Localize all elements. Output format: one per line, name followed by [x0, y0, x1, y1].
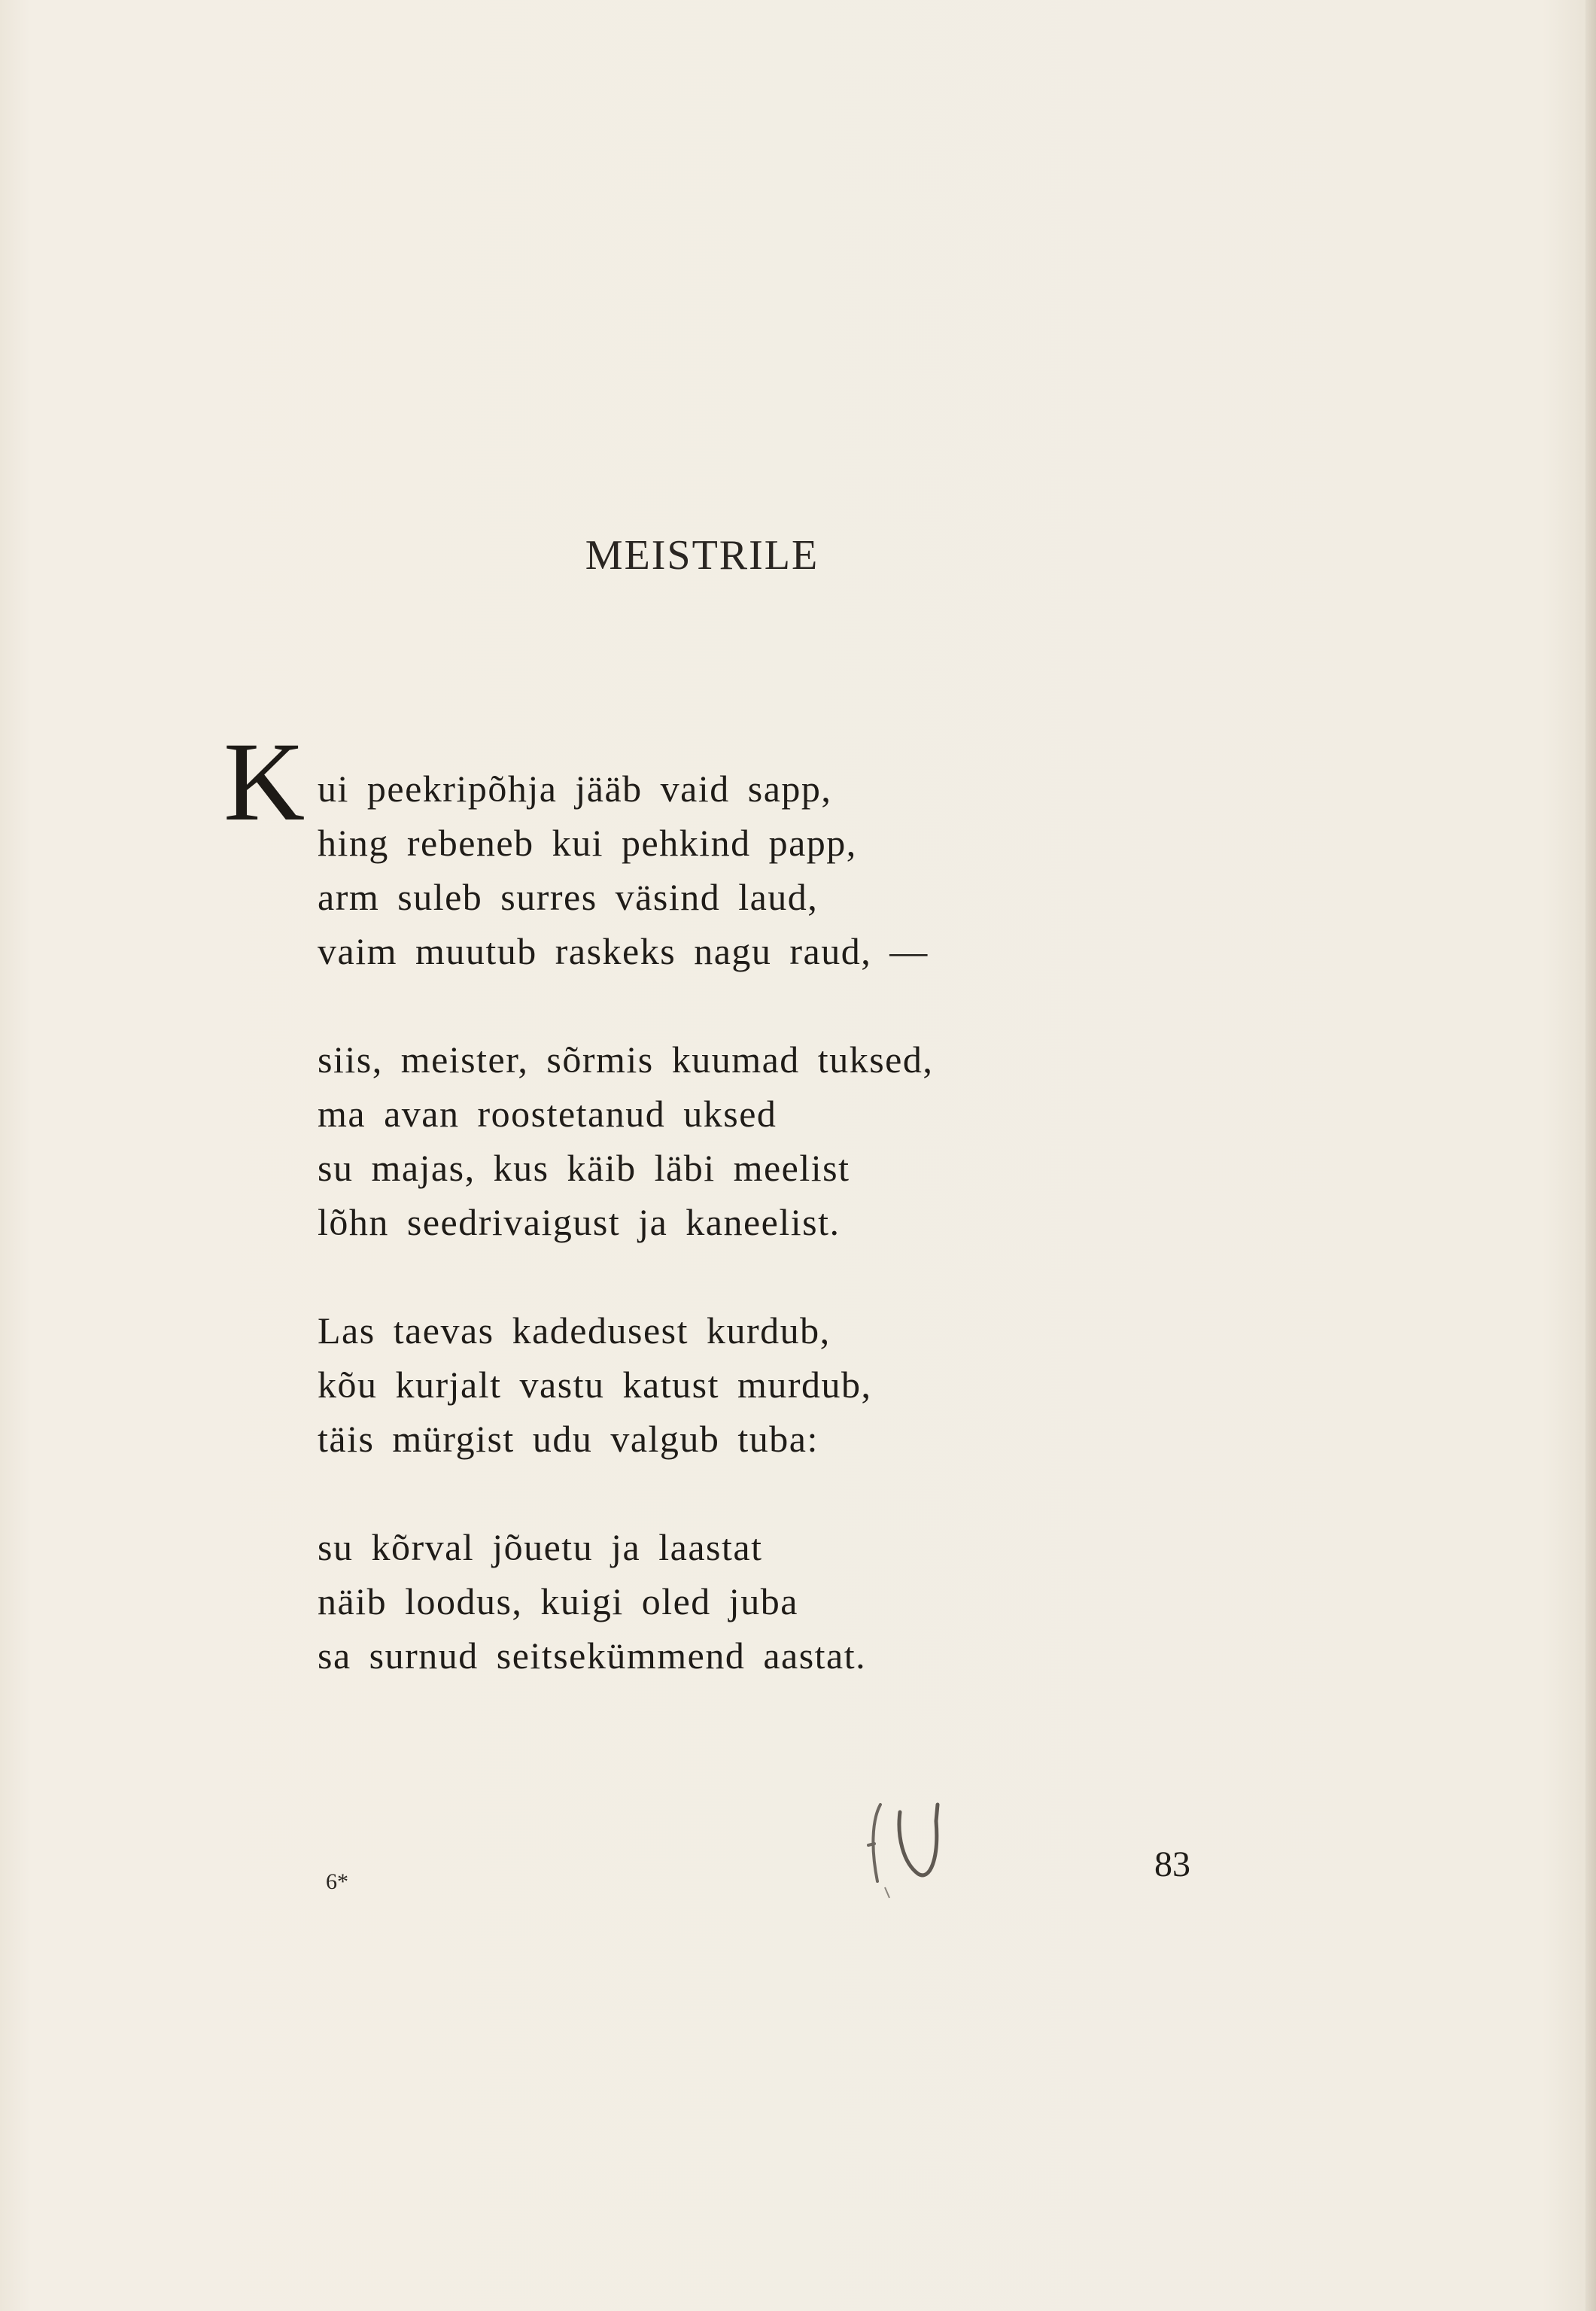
poem-line: sa surnud seitsekümmend aastat. — [318, 1634, 867, 1677]
poem-line-text: ui peekripõhja jääb vaid sapp, — [318, 768, 832, 810]
drop-cap: K — [223, 719, 306, 844]
printer-signature-mark: 6* — [326, 1869, 348, 1894]
stanza-1 — [223, 719, 1296, 978]
poem-line: täis mürgist udu valgub tuba: — [318, 1418, 819, 1460]
poem-title: MEISTRILE — [585, 532, 819, 579]
page-number: 83 — [1154, 1844, 1190, 1884]
stanza-3 — [318, 1303, 1296, 1466]
poem-line: näib loodus, kuigi oled juba — [318, 1580, 798, 1622]
poem-line: ma avan roostetanud uksed — [318, 1093, 777, 1135]
poem-line: su kõrval jõuetu ja laastat — [318, 1526, 763, 1568]
poem-line: vaim muutub raskeks nagu raud, — — [318, 930, 929, 972]
poem-line: kõu kurjalt vastu katust murdub, — [318, 1364, 872, 1406]
poem-body — [223, 719, 1296, 1737]
poem-line: lõhn seedrivaigust ja kaneelist. — [318, 1201, 841, 1243]
stanza-4 — [318, 1520, 1296, 1683]
page-edge — [1585, 0, 1596, 2311]
poem-line: Las taevas kadedusest kurdub, — [318, 1309, 831, 1352]
stanza-2 — [318, 1032, 1296, 1249]
poem-line: siis, meister, sõrmis kuumad tuksed, — [318, 1038, 934, 1081]
poem-line: arm suleb surres väsind laud, — [318, 876, 819, 918]
poem-line: hing rebeneb kui pehkind papp, — [318, 822, 857, 864]
poem-line: su majas, kus käib läbi meelist — [318, 1147, 850, 1189]
handwritten-pencil-mark — [864, 1791, 969, 1904]
